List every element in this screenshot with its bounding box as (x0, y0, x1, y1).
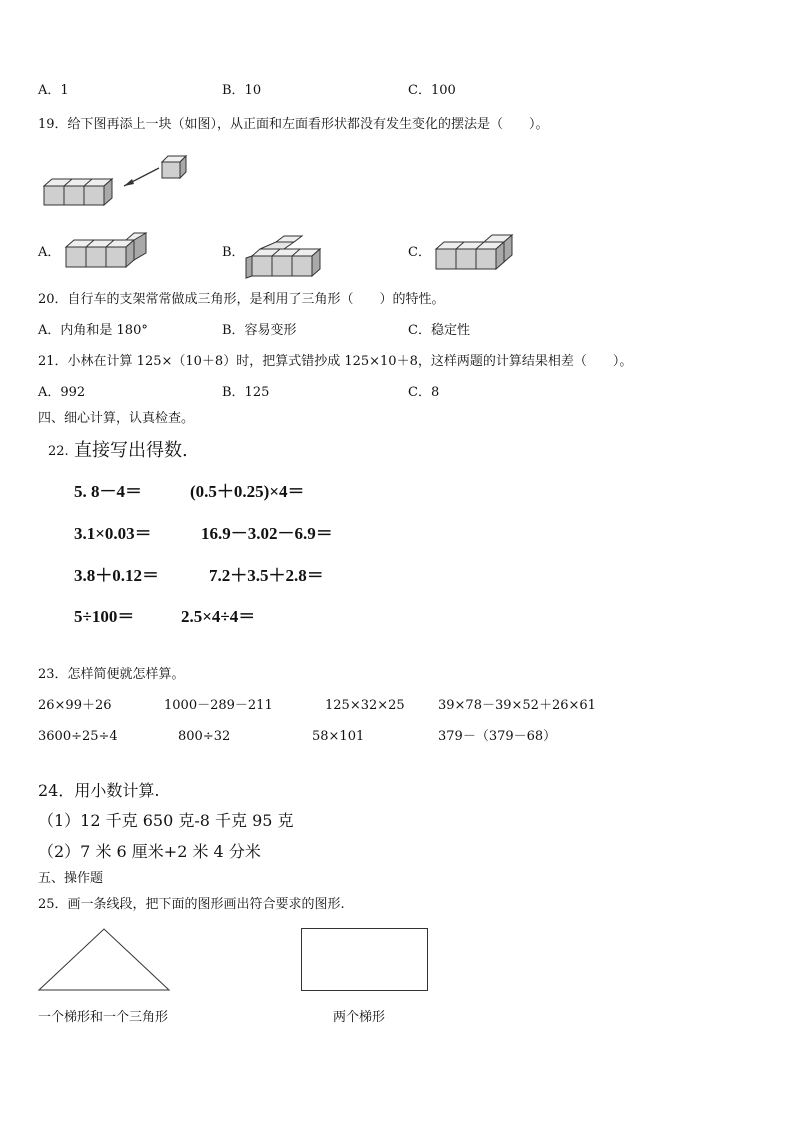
q21-stem: 21．小林在计算 125×（10＋8）时，把算式错抄成 125×10＋8，这样两题的计算结果相差（ ）。 (38, 354, 633, 369)
q23-item: 125×32×25 (325, 698, 405, 713)
q25-rectangle-figure (301, 928, 429, 992)
q24-item-1: （1）12 千克 650 克-8 千克 95 克 (38, 811, 294, 830)
q20-option-c: C．稳定性 (408, 323, 470, 338)
q19-stem: 19．给下图再添上一块（如图），从正面和左面看形状都没有发生变化的摆法是（ ）。 (38, 117, 549, 132)
q23-item: 26×99＋26 (38, 698, 112, 713)
q23-item: 800÷32 (178, 729, 231, 744)
q25-triangle-figure (38, 928, 170, 992)
q22-title: 直接写出得数. (74, 440, 188, 461)
q19-option-b-figure (246, 236, 336, 278)
q23-item: 39×78－39×52＋26×61 (438, 698, 596, 713)
q25-rectangle-label: 两个梯形 (333, 1010, 386, 1025)
q18-option-c: C．100 (408, 83, 456, 98)
q23-stem: 23．怎样简便就怎样算。 (38, 667, 185, 682)
q19-option-c-figure (432, 233, 522, 273)
q21-option-a: A．992 (38, 385, 86, 400)
q25-stem: 25．画一条线段，把下面的图形画出符合要求的图形. (38, 897, 345, 912)
q19-reference-figure (44, 150, 194, 210)
q23-item: 58×101 (312, 729, 365, 744)
q22-item: 5÷100＝ (74, 607, 135, 626)
q24-stem: 24．用小数计算. (38, 781, 160, 800)
q25-triangle-label: 一个梯形和一个三角形 (38, 1010, 169, 1025)
q19-option-a: A． (38, 245, 61, 260)
q22-item: (0.5＋0.25)×4＝ (190, 482, 305, 501)
q23-item: 379－（379－68） (438, 729, 557, 744)
section-4-heading: 四、细心计算，认真检查。 (38, 411, 195, 426)
q20-option-b: B．容易变形 (222, 323, 297, 338)
q18-option-a: A．1 (38, 83, 69, 98)
q19-option-c: C． (408, 245, 431, 260)
q23-item: 1000－289－211 (164, 698, 273, 713)
q18-option-b: B．10 (222, 83, 262, 98)
q21-option-b: B．125 (222, 385, 270, 400)
q22-item: 7.2＋3.5＋2.8＝ (209, 566, 324, 585)
q21-option-c: C．8 (408, 385, 440, 400)
q22-number: 22. (48, 444, 69, 459)
q22-item: 3.1×0.03＝ (74, 524, 152, 543)
q24-item-2: （2）7 米 6 厘米+2 米 4 分米 (38, 842, 261, 861)
section-5-heading: 五、操作题 (38, 871, 104, 886)
q22-item: 5. 8－4＝ (74, 482, 142, 501)
q22-item: 2.5×4÷4＝ (181, 607, 256, 626)
q20-stem: 20．自行车的支架常常做成三角形，是利用了三角形（ ）的特性。 (38, 292, 445, 307)
q23-item: 3600÷25÷4 (38, 729, 118, 744)
q22-item: 3.8＋0.12＝ (74, 566, 159, 585)
q19-option-b: B． (222, 245, 245, 260)
q20-option-a: A．内角和是 180° (38, 323, 148, 338)
q22-item: 16.9－3.02－6.9＝ (201, 524, 333, 543)
q19-option-a-figure (64, 233, 150, 271)
